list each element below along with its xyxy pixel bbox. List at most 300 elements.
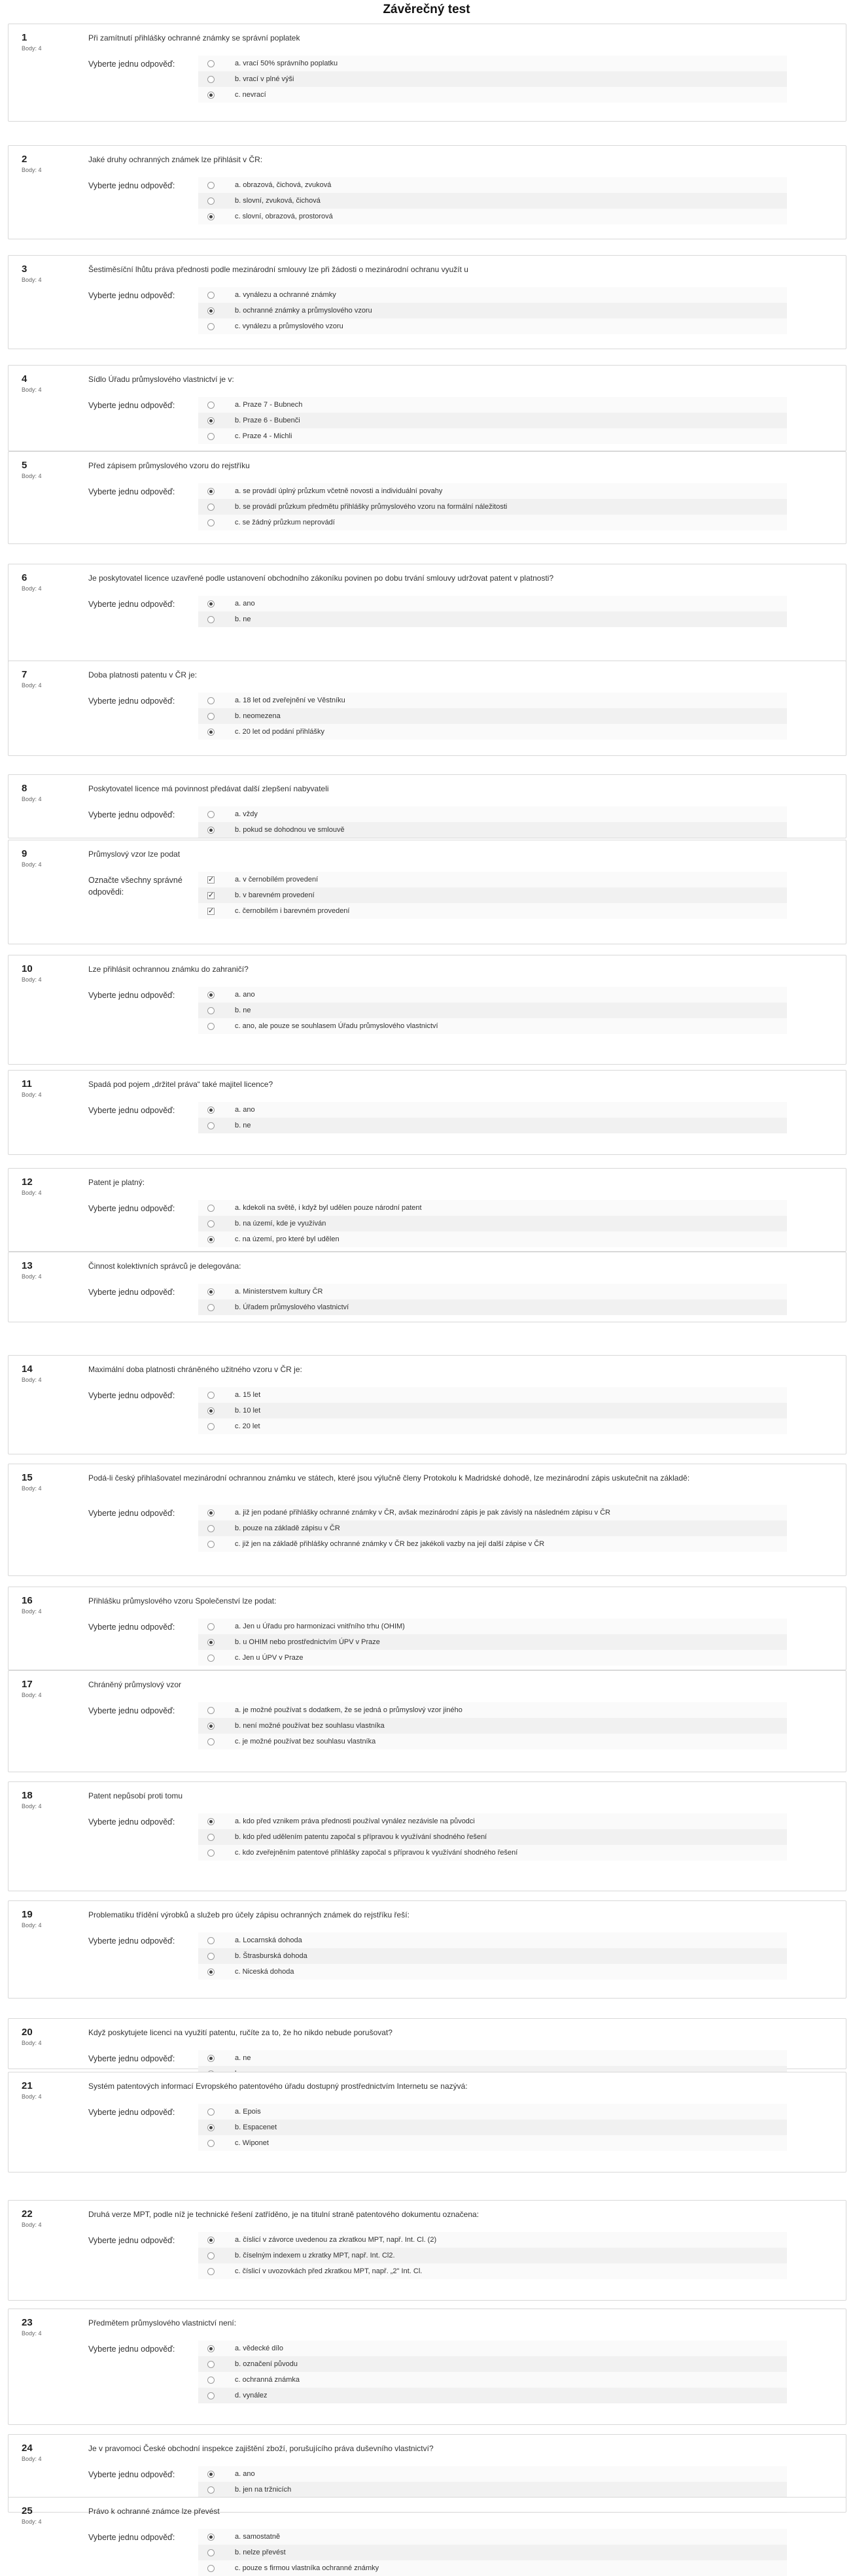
answer-prompt: Vyberte jednu odpověď:	[88, 401, 175, 410]
answer-label: a. 15 let	[235, 1391, 261, 1399]
answer-prompt: Vyberte jednu odpověď:	[88, 2344, 175, 2354]
radio-button[interactable]	[207, 1541, 215, 1548]
answer-option[interactable]	[198, 193, 787, 209]
answer-option[interactable]	[198, 2466, 787, 2482]
radio-button[interactable]	[207, 1304, 215, 1311]
radio-button[interactable]	[207, 1205, 215, 1212]
answer-prompt: Označte všechny správné odpovědi:	[88, 876, 183, 897]
radio-button[interactable]	[207, 1023, 215, 1030]
answer-options	[198, 1619, 787, 1666]
radio-button[interactable]	[207, 1220, 215, 1228]
radio-button[interactable]	[207, 811, 215, 818]
radio-button[interactable]	[207, 1107, 215, 1114]
answer-option[interactable]	[198, 397, 787, 413]
answer-options	[198, 1813, 787, 1861]
radio-button[interactable]	[207, 2237, 215, 2244]
answer-label: a. samostatně	[235, 2533, 281, 2541]
answer-option[interactable]	[198, 822, 787, 838]
radio-button[interactable]	[207, 292, 215, 299]
answer-options	[198, 987, 787, 1034]
answer-label: c. Praze 4 - Michli	[235, 432, 292, 440]
answer-prompt: Vyberte jednu odpověď:	[88, 1204, 175, 1213]
answer-option[interactable]	[198, 2356, 787, 2372]
question-card	[8, 1670, 846, 1772]
question-text: Činnost kolektivních správců je delegována:	[88, 1262, 241, 1271]
answer-option[interactable]	[198, 1284, 787, 1299]
radio-button[interactable]	[207, 827, 215, 834]
answer-option[interactable]	[198, 87, 787, 103]
answer-option[interactable]	[198, 2341, 787, 2356]
answer-label: b. Espacenet	[235, 2123, 277, 2131]
answer-option[interactable]	[198, 2050, 787, 2066]
radio-button[interactable]	[207, 1623, 215, 1630]
question-card	[8, 24, 846, 122]
answer-option[interactable]	[198, 1650, 787, 1666]
answer-label: b. číselným indexem u zkratky MPT, např. Int. Cl2.	[235, 2252, 395, 2259]
radio-button[interactable]	[207, 417, 215, 424]
page-title: Závěrečný test	[383, 3, 470, 16]
radio-button[interactable]	[207, 1007, 215, 1014]
question-text: Druhá verze MPT, podle níž je technické řešení zatříděno, je na titulní straně patentového dokumentu označena:	[88, 2210, 479, 2219]
checkbox[interactable]	[207, 892, 215, 899]
answer-option[interactable]	[198, 413, 787, 428]
radio-button[interactable]	[207, 2392, 215, 2399]
radio-button[interactable]	[207, 991, 215, 999]
answer-options	[198, 693, 787, 740]
answer-option[interactable]	[198, 2388, 787, 2403]
radio-button[interactable]	[207, 1707, 215, 1714]
answer-label: c. je možné používat bez souhlasu vlastníka	[235, 1738, 376, 1745]
answer-label: d. vynález	[235, 2392, 268, 2399]
radio-button[interactable]	[207, 307, 215, 315]
answer-option[interactable]	[198, 887, 787, 903]
answer-option[interactable]	[198, 1018, 787, 1034]
question-points: Body: 4	[22, 2330, 42, 2337]
question-number: 13	[22, 1260, 33, 1271]
question-points: Body: 4	[22, 2456, 42, 2462]
radio-button[interactable]	[207, 1655, 215, 1662]
question-card	[8, 774, 846, 838]
radio-button[interactable]	[207, 519, 215, 526]
answer-option[interactable]	[198, 806, 787, 822]
radio-button[interactable]	[207, 323, 215, 330]
answer-prompt: Vyberte jednu odpověď:	[88, 600, 175, 609]
answer-option[interactable]	[198, 872, 787, 887]
question-points: Body: 4	[22, 682, 42, 689]
radio-button[interactable]	[207, 2252, 215, 2259]
radio-button[interactable]	[207, 2055, 215, 2062]
answer-option[interactable]	[198, 428, 787, 444]
answer-option[interactable]	[198, 1845, 787, 1861]
answer-option[interactable]	[198, 1403, 787, 1418]
radio-button[interactable]	[207, 2549, 215, 2556]
radio-button[interactable]	[207, 2361, 215, 2368]
answer-options	[198, 1932, 787, 1980]
answer-option[interactable]	[198, 303, 787, 318]
answer-option[interactable]	[198, 2135, 787, 2151]
answer-option[interactable]	[198, 1387, 787, 1403]
question-text: Maximální doba platnosti chráněného užitného vzoru v ČR je:	[88, 1365, 302, 1374]
radio-button[interactable]	[207, 1738, 215, 1745]
question-card	[8, 2434, 846, 2498]
radio-button[interactable]	[207, 1849, 215, 1857]
question-text: Jaké druhy ochranných známek lze přihlásit v ČR:	[88, 155, 263, 164]
answer-prompt: Vyberte jednu odpověď:	[88, 696, 175, 706]
answer-option[interactable]	[198, 693, 787, 708]
answer-option[interactable]	[198, 2545, 787, 2560]
answer-label: a. je možné používat s dodatkem, že se jedná o průmyslový vzor jiného	[235, 1706, 462, 1714]
question-card	[8, 1587, 846, 1670]
answer-options	[198, 806, 787, 838]
answer-label: b. jen na tržnicích	[235, 2486, 292, 2494]
question-text: Je poskytovatel licence uzavřené podle ustanovení obchodního zákoníku povinen po dobu trvání smlouvy udržovat patent v platnosti?	[88, 574, 554, 583]
answer-label: a. ano	[235, 2470, 255, 2478]
question-card	[8, 365, 846, 451]
answer-prompt: Vyberte jednu odpověď:	[88, 2108, 175, 2117]
answer-option[interactable]	[198, 2104, 787, 2120]
radio-button[interactable]	[207, 1122, 215, 1129]
answer-options	[198, 2104, 787, 2151]
question-points: Body: 4	[22, 277, 42, 283]
question-number: 25	[22, 2505, 33, 2516]
answer-option[interactable]	[198, 209, 787, 224]
answer-option[interactable]	[198, 287, 787, 303]
question-points: Body: 4	[22, 861, 42, 868]
answer-option[interactable]	[198, 1003, 787, 1018]
question-card	[8, 1464, 846, 1576]
radio-button[interactable]	[207, 1818, 215, 1825]
question-points: Body: 4	[22, 386, 42, 393]
answer-label: a. vrací 50% správního poplatku	[235, 60, 338, 67]
radio-button[interactable]	[207, 2533, 215, 2541]
answer-options	[198, 1505, 787, 1552]
answer-option[interactable]	[198, 724, 787, 740]
radio-button[interactable]	[207, 729, 215, 736]
answer-label: b. ne	[235, 1122, 251, 1129]
answer-option[interactable]	[198, 318, 787, 334]
answer-label: c. číslicí v uvozovkách před zkratkou MPT, např. „2" Int. Cl.	[235, 2267, 423, 2275]
radio-button[interactable]	[207, 1639, 215, 1646]
radio-button[interactable]	[207, 1834, 215, 1841]
radio-button[interactable]	[207, 213, 215, 220]
question-card	[8, 1781, 846, 1891]
answer-prompt: Vyberte jednu odpověď:	[88, 991, 175, 1000]
radio-button[interactable]	[207, 1236, 215, 1243]
question-text: Patent nepůsobí proti tomu	[88, 1791, 183, 1800]
answer-option[interactable]	[198, 2482, 787, 2498]
question-number: 22	[22, 2208, 33, 2220]
radio-button[interactable]	[207, 1392, 215, 1399]
answer-label: c. 20 let od podání přihlášky	[235, 728, 324, 736]
answer-label: a. v černobílém provedení	[235, 876, 319, 884]
question-points: Body: 4	[22, 2093, 42, 2100]
answer-label: b. Úřadem průmyslového vlastnictví	[235, 1303, 349, 1311]
answer-label: a. vynálezu a ochranné známky	[235, 291, 336, 299]
answer-option[interactable]	[198, 1200, 787, 1216]
question-card	[8, 145, 846, 239]
answer-option[interactable]	[198, 611, 787, 627]
answer-option[interactable]	[198, 1118, 787, 1133]
question-number: 10	[22, 963, 33, 974]
question-text: Před zápisem průmyslového vzoru do rejstříku	[88, 461, 250, 470]
answer-label: c. ochranná známka	[235, 2376, 300, 2384]
answer-options	[198, 287, 787, 334]
answer-label: c. na území, pro které byl udělen	[235, 1235, 339, 1243]
answer-label: b. není možné používat bez souhlasu vlastníka	[235, 1722, 385, 1730]
question-number: 11	[22, 1078, 32, 1090]
question-points: Body: 4	[22, 1692, 42, 1698]
question-number: 19	[22, 1909, 33, 1920]
answer-label: b. kdo před udělením patentu započal s přípravou k využívání shodného řešení	[235, 1833, 487, 1841]
question-text: Systém patentových informací Evropského patentového úřadu dostupný prostřednictvím Internetu se nazývá:	[88, 2082, 468, 2091]
radio-button[interactable]	[207, 713, 215, 720]
answer-options	[198, 1102, 787, 1133]
answer-label: b. v barevném provedení	[235, 891, 315, 899]
answer-option[interactable]	[198, 1505, 787, 1520]
question-text: Průmyslový vzor lze podat	[88, 850, 181, 859]
answer-label: b. Štrasburská dohoda	[235, 1952, 307, 1960]
checkbox[interactable]	[207, 908, 215, 915]
answer-prompt: Vyberte jednu odpověď:	[88, 1817, 175, 1827]
radio-button[interactable]	[207, 197, 215, 205]
question-points: Body: 4	[22, 796, 42, 802]
question-number: 21	[22, 2080, 33, 2091]
radio-button[interactable]	[207, 2140, 215, 2147]
radio-button[interactable]	[207, 504, 215, 511]
answer-prompt: Vyberte jednu odpověď:	[88, 2054, 175, 2063]
answer-label: c. Niceská dohoda	[235, 1968, 294, 1976]
answer-prompt: Vyberte jednu odpověď:	[88, 2470, 175, 2479]
question-points: Body: 4	[22, 585, 42, 592]
question-points: Body: 4	[22, 1091, 42, 1098]
question-points: Body: 4	[22, 1273, 42, 1280]
answer-options	[198, 397, 787, 444]
radio-button[interactable]	[207, 433, 215, 440]
answer-prompt: Vyberte jednu odpověď:	[88, 291, 175, 300]
answer-label: a. ne	[235, 2054, 251, 2062]
answer-option[interactable]	[198, 1634, 787, 1650]
question-number: 6	[22, 572, 27, 583]
question-card	[8, 2497, 846, 2572]
answer-option[interactable]	[198, 1718, 787, 1734]
radio-button[interactable]	[207, 402, 215, 409]
answer-option[interactable]	[198, 1619, 787, 1634]
answer-options	[198, 1387, 787, 1434]
answer-option[interactable]	[198, 596, 787, 611]
answer-label: b. ne	[235, 615, 251, 623]
answer-label: a. Praze 7 - Bubnech	[235, 401, 303, 409]
answer-option[interactable]	[198, 483, 787, 499]
radio-button[interactable]	[207, 697, 215, 704]
answer-option[interactable]	[198, 71, 787, 87]
radio-button[interactable]	[207, 2377, 215, 2384]
question-text: Šestiměsíční lhůtu práva přednosti podle mezinárodní smlouvy lze při žádosti o mezinárodní ochranu využít u	[88, 265, 468, 274]
answer-prompt: Vyberte jednu odpověď:	[88, 810, 175, 819]
question-number: 23	[22, 2317, 33, 2328]
question-points: Body: 4	[22, 1190, 42, 1196]
radio-button[interactable]	[207, 1509, 215, 1517]
answer-option[interactable]	[198, 1734, 787, 1749]
radio-button[interactable]	[207, 2486, 215, 2494]
answer-option[interactable]	[198, 708, 787, 724]
question-card	[8, 451, 846, 544]
answer-label: c. vynálezu a průmyslového vzoru	[235, 322, 343, 330]
answer-label: a. Locarnská dohoda	[235, 1936, 302, 1944]
question-card	[8, 1355, 846, 1454]
question-number: 7	[22, 669, 27, 680]
radio-button[interactable]	[207, 616, 215, 623]
question-text: Přihlášku průmyslového vzoru Společenství lze podat:	[88, 1596, 277, 1606]
question-number: 14	[22, 1364, 33, 1375]
answer-prompt: Vyberte jednu odpověď:	[88, 1106, 175, 1115]
answer-label: a. 18 let od zveřejnění ve Věstníku	[235, 696, 345, 704]
answer-prompt: Vyberte jednu odpověď:	[88, 487, 175, 496]
answer-label: a. ano	[235, 1106, 255, 1114]
answer-label: c. Wiponet	[235, 2139, 269, 2147]
radio-button[interactable]	[207, 1407, 215, 1415]
question-number: 17	[22, 1679, 33, 1690]
question-text: Předmětem průmyslového vlastnictví není:	[88, 2318, 237, 2327]
answer-option[interactable]	[198, 2560, 787, 2576]
answer-label: b. u OHIM nebo prostřednictvím ÚPV v Praze	[235, 1638, 380, 1646]
radio-button[interactable]	[207, 600, 215, 608]
question-number: 5	[22, 460, 27, 471]
answer-option[interactable]	[198, 1702, 787, 1718]
answer-option[interactable]	[198, 177, 787, 193]
radio-button[interactable]	[207, 1723, 215, 1730]
answer-label: a. Ministerstvem kultury ČR	[235, 1288, 323, 1296]
question-points: Body: 4	[22, 1922, 42, 1929]
radio-button[interactable]	[207, 76, 215, 83]
radio-button[interactable]	[207, 1288, 215, 1296]
question-text: Je v pravomoci České obchodní inspekce zajištění zboží, porušujícího práva duševního vlastnictví?	[88, 2444, 434, 2453]
question-number: 20	[22, 2027, 33, 2038]
question-points: Body: 4	[22, 1608, 42, 1615]
answer-option[interactable]	[198, 2372, 787, 2388]
answer-label: b. Praze 6 - Bubenči	[235, 417, 300, 424]
answer-prompt: Vyberte jednu odpověď:	[88, 2533, 175, 2542]
answer-label: a. číslicí v závorce uvedenou za zkratkou MPT, např. Int. Cl. (2)	[235, 2236, 437, 2244]
answer-option[interactable]	[198, 1216, 787, 1231]
answer-option[interactable]	[198, 1102, 787, 1118]
answer-option[interactable]	[198, 903, 787, 919]
answer-option[interactable]	[198, 1813, 787, 1829]
answer-option[interactable]	[198, 987, 787, 1003]
answer-option[interactable]	[198, 1964, 787, 1980]
question-text: Problematiku třídění výrobků a služeb pro účely zápisu ochranných známek do rejstříku řeší:	[88, 1910, 409, 1919]
answer-option[interactable]	[198, 1829, 787, 1845]
answer-option[interactable]	[198, 499, 787, 515]
radio-button[interactable]	[207, 1953, 215, 1960]
question-points: Body: 4	[22, 1377, 42, 1383]
answer-label: a. se provádí úplný průzkum včetně novosti a individuální povahy	[235, 487, 443, 495]
answer-option[interactable]	[198, 1932, 787, 1948]
question-card	[8, 1168, 846, 1252]
answer-option[interactable]	[198, 1948, 787, 1964]
answer-option[interactable]	[198, 2529, 787, 2545]
answer-option[interactable]	[198, 1231, 787, 1247]
answer-prompt: Vyberte jednu odpověď:	[88, 2236, 175, 2245]
answer-label: b. pokud se dohodnou ve smlouvě	[235, 826, 345, 834]
radio-button[interactable]	[207, 2345, 215, 2352]
question-card	[8, 661, 846, 756]
answer-label: b. ochranné známky a průmyslového vzoru	[235, 307, 372, 315]
answer-option[interactable]	[198, 1520, 787, 1536]
question-points: Body: 4	[22, 473, 42, 479]
question-text: Při zamítnutí přihlášky ochranné známky se správní poplatek	[88, 33, 300, 43]
question-card	[8, 2018, 846, 2069]
question-number: 8	[22, 783, 27, 794]
radio-button[interactable]	[207, 182, 215, 189]
answer-label: c. kdo zveřejněním patentové přihlášky započal s přípravou k využívání shodného řešení	[235, 1849, 518, 1857]
question-card	[8, 1900, 846, 1999]
question-card	[8, 2200, 846, 2301]
radio-button[interactable]	[207, 1968, 215, 1976]
radio-button[interactable]	[207, 488, 215, 495]
question-text: Spadá pod pojem „držitel práva“ také majitel licence?	[88, 1080, 273, 1089]
radio-button[interactable]	[207, 2124, 215, 2131]
radio-button[interactable]	[207, 2268, 215, 2275]
question-card	[8, 955, 846, 1065]
question-text: Podá-li český přihlašovatel mezinárodní ochrannou známku ve státech, které jsou výlučně členy Protokolu k Madridské dohodě, lze mezinárodní zápis uskutečnit na základě:	[88, 1473, 690, 1483]
answer-label: c. pouze s firmou vlastníka ochranné známky	[235, 2564, 379, 2572]
answer-prompt: Vyberte jednu odpověď:	[88, 1288, 175, 1297]
question-number: 2	[22, 154, 27, 165]
answer-option[interactable]	[198, 515, 787, 530]
answer-label: c. se žádný průzkum neprovádí	[235, 519, 335, 526]
question-text: Když poskytujete licenci na využití patentu, ručíte za to, že ho nikdo nebude porušovat?	[88, 2028, 392, 2037]
question-points: Body: 4	[22, 976, 42, 983]
answer-label: b. ne	[235, 1006, 251, 1014]
radio-button[interactable]	[207, 2565, 215, 2572]
answer-option[interactable]	[198, 1299, 787, 1315]
question-card	[8, 1252, 846, 1322]
answer-label: c. nevrací	[235, 91, 266, 99]
radio-button[interactable]	[207, 1423, 215, 1430]
answer-label: a. ano	[235, 991, 255, 999]
answer-options	[198, 2341, 787, 2403]
radio-button[interactable]	[207, 60, 215, 67]
answer-options	[198, 1702, 787, 1749]
radio-button[interactable]	[207, 2108, 215, 2116]
question-number: 15	[22, 1472, 33, 1483]
answer-option[interactable]	[198, 1418, 787, 1434]
radio-button[interactable]	[207, 2471, 215, 2478]
answer-option[interactable]	[198, 2263, 787, 2279]
radio-button[interactable]	[207, 1525, 215, 1532]
question-text: Poskytovatel licence má povinnost předávat další zlepšení nabyvateli	[88, 784, 329, 793]
question-card	[8, 564, 846, 663]
radio-button[interactable]	[207, 92, 215, 99]
answer-option[interactable]	[198, 56, 787, 71]
answer-label: b. neomezena	[235, 712, 281, 720]
answer-label: a. Jen u Úřadu pro harmonizaci vnitřního trhu (OHIM)	[235, 1623, 405, 1630]
answer-option[interactable]	[198, 2232, 787, 2248]
answer-option[interactable]	[198, 2248, 787, 2263]
answer-option[interactable]	[198, 1536, 787, 1552]
radio-button[interactable]	[207, 1937, 215, 1944]
question-card	[8, 2309, 846, 2425]
answer-label: a. vědecké dílo	[235, 2344, 283, 2352]
checkbox[interactable]	[207, 876, 215, 884]
answer-label: b. slovní, zvuková, čichová	[235, 197, 321, 205]
answer-label: b. 10 let	[235, 1407, 261, 1415]
answer-label: c. ano, ale pouze se souhlasem Úřadu průmyslového vlastnictví	[235, 1022, 438, 1030]
answer-label: a. již jen podané přihlášky ochranné známky v ČR, avšak mezinárodní zápis je pak závislý na následném zápisu v ČR	[235, 1509, 611, 1517]
question-text: Sídlo Úřadu průmyslového vlastnictví je v:	[88, 375, 234, 384]
answer-option[interactable]	[198, 2120, 787, 2135]
answer-options	[198, 1200, 787, 1247]
